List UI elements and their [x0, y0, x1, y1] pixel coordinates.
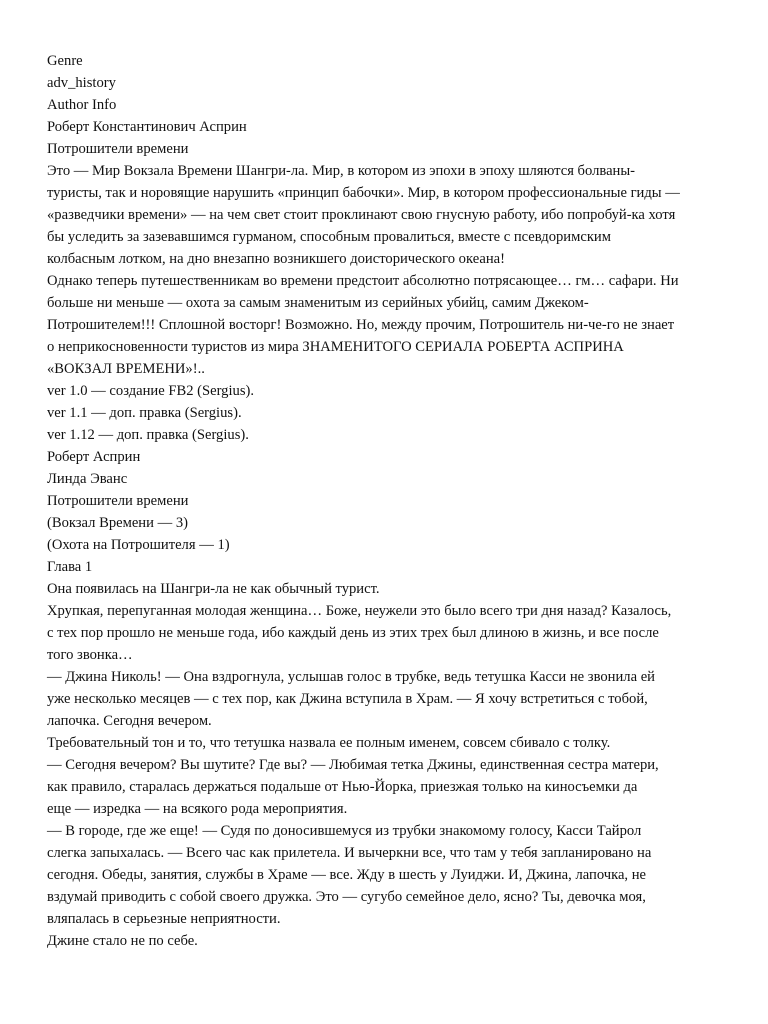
- author-name: Роберт Асприн: [47, 449, 141, 465]
- document-page: [47, 50, 727, 952]
- text-line: — Сегодня вечером? Вы шутите? Где вы? — Любимая тетка Джины, единственная сестра матери,: [47, 757, 659, 773]
- chapter: [47, 556, 727, 952]
- chapter-paragraph: [47, 732, 727, 754]
- text-line: Она появилась на Шангри-ла не как обычный турист.: [47, 581, 380, 597]
- text-line: лапочка. Сегодня вечером.: [47, 713, 212, 729]
- text-line: Джине стало не по себе.: [47, 933, 198, 949]
- chapter-paragraph: [47, 930, 727, 952]
- text-line: еще — изредка — на всякого рода мероприятия.: [47, 801, 348, 817]
- text-line: о неприкосновенности туристов из мира ЗНАМЕНИТОГО СЕРИАЛА РОБЕРТА АСПРИНА: [47, 339, 624, 355]
- text-line: бы уследить за зазевавшимся гурманом, способным провалиться, вместе с псевдоримским: [47, 229, 611, 245]
- chapter-paragraph: [47, 820, 727, 930]
- text-line: слегка запыхалась. — Всего час как прилетела. И вычеркни все, что там у тебя запланировано на: [47, 845, 652, 861]
- text-line: — Джина Николь! — Она вздрогнула, услышав голос в трубке, ведь тетушка Касси не звонила ей: [47, 669, 655, 685]
- chapter-paragraph: [47, 578, 727, 600]
- chapter-paragraph: [47, 754, 727, 820]
- text-line: Потрошителем!!! Сплошной восторг! Возможно. Но, между прочим, Потрошитель ни-че-го не знает: [47, 317, 675, 333]
- chapter-heading: Глава 1: [47, 559, 93, 575]
- text-line: с тех пор прошло не меньше года, ибо каждый день из этих трех был длиною в жизнь, и все после: [47, 625, 659, 641]
- text-line: «разведчики времени» — на чем свет стоит проклинают свою гнусную работу, ибо попробуй-ка хотя: [47, 207, 676, 223]
- author-name: Линда Эванс: [47, 471, 128, 487]
- text-line: сегодня. Обеды, занятия, службы в Храме — все. Жду в шесть у Луиджи. И, Джина, лапочка, не: [47, 867, 647, 883]
- version-line: ver 1.1 — доп. правка (Sergius).: [47, 405, 242, 421]
- text-line: того звонка…: [47, 647, 133, 663]
- chapter-paragraph: [47, 600, 727, 666]
- series-name: (Охота на Потрошителя — 1): [47, 537, 230, 553]
- text-line: как правило, старалась держаться подальше от Нью-Йорка, приезжая только на киносъемки да: [47, 779, 638, 795]
- annotation-paragraph-1: [47, 160, 727, 270]
- text-line: Требовательный тон и то, что тетушка назвала ее полным именем, совсем сбивало с толку.: [47, 735, 611, 751]
- author-info-label: Author Info: [47, 97, 117, 113]
- text-line: вляпалась в серьезные неприятности.: [47, 911, 281, 927]
- annotation-paragraph-2: [47, 270, 727, 380]
- version-line: ver 1.0 — создание FB2 (Sergius).: [47, 383, 255, 399]
- book-title-meta: Потрошители времени: [47, 141, 189, 157]
- title-page: [47, 446, 727, 556]
- book-title: Потрошители времени: [47, 493, 189, 509]
- text-line: «ВОКЗАЛ ВРЕМЕНИ»!..: [47, 361, 205, 377]
- text-line: Однако теперь путешественникам во времени предстоит абсолютно потрясающее… гм… сафари. Ни: [47, 273, 679, 289]
- author-full-name: Роберт Константинович Асприн: [47, 119, 247, 135]
- text-line: уже несколько месяцев — с тех пор, как Джина вступила в Храм. — Я хочу встретиться с тобой,: [47, 691, 648, 707]
- text-line: вздумай приводить с собой своего дружка. Это — сугубо семейное дело, ясно? Ты, девочка моя,: [47, 889, 646, 905]
- version-line: ver 1.12 — доп. правка (Sergius).: [47, 427, 249, 443]
- text-line: — В городе, где же еще! — Судя по доносившемуся из трубки знакомому голосу, Касси Тайрол: [47, 823, 642, 839]
- text-line: больше ни меньше — охота за самым знаменитым из серийных убийц, самим Джеком-: [47, 295, 589, 311]
- genre-label: Genre: [47, 53, 83, 69]
- text-line: колбасным лотком, на дно внезапно возникшего доисторического океана!: [47, 251, 505, 267]
- text-line: туристы, так и норовящие нарушить «принцип бабочки». Мир, в котором профессиональные гиды —: [47, 185, 680, 201]
- series-name: (Вокзал Времени — 3): [47, 515, 188, 531]
- text-line: Это — Мир Вокзала Времени Шангри-ла. Мир, в котором из эпохи в эпоху шляются болваны-: [47, 163, 636, 179]
- text-line: Хрупкая, перепуганная молодая женщина… Боже, неужели это было всего три дня назад? Казалось,: [47, 603, 672, 619]
- genre-value: adv_history: [47, 75, 116, 91]
- chapter-paragraph: [47, 666, 727, 732]
- version-history: [47, 380, 727, 446]
